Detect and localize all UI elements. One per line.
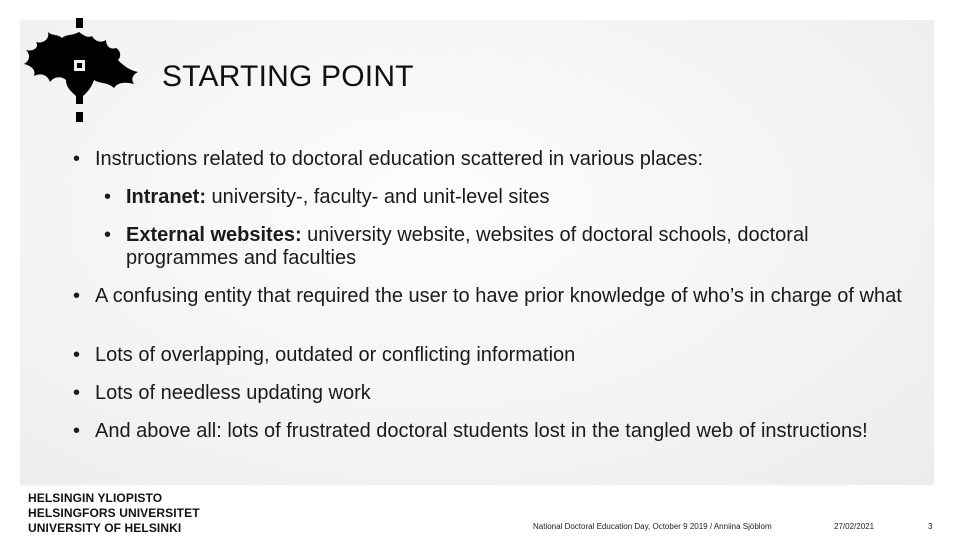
- page-number: 3: [928, 522, 933, 531]
- bullet-item: • A confusing entity that required the user to have prior knowledge of who’s in charge of what: [73, 285, 902, 307]
- bullet-item: • Instructions related to doctoral education scattered in various places:: [73, 148, 704, 170]
- bullet-marker: •: [104, 186, 112, 208]
- wordmark-line-english: UNIVERSITY OF HELSINKI: [28, 521, 182, 535]
- slide-title: STARTING POINT: [162, 60, 414, 93]
- bullet-item-intranet: • Intranet: university-, faculty- and unit-level sites: [104, 186, 550, 208]
- bullet-marker: •: [104, 224, 112, 246]
- bullet-item: • Lots of needless updating work: [73, 382, 371, 404]
- bullet-item: • And above all: lots of frustrated doctoral students lost in the tangled web of instructions!: [73, 420, 868, 442]
- university-logo-icon: [22, 18, 140, 122]
- university-wordmark: [28, 491, 200, 536]
- bullet-item-external-websites: • External websites: university website, websites of doctoral schools, doctoral programmes and faculties: [104, 224, 809, 269]
- footer-event-text: National Doctoral Education Day, October 9 2019 / Anniina Sjöblom: [533, 522, 772, 531]
- bullet-marker: •: [73, 382, 81, 404]
- bullet-marker: •: [73, 285, 81, 307]
- bullet-item: • Lots of overlapping, outdated or conflicting information: [73, 344, 576, 366]
- footer-date: 27/02/2021: [834, 522, 875, 531]
- bullet-marker: •: [73, 420, 81, 442]
- bullet-marker: •: [73, 344, 81, 366]
- wordmark-line-finnish: HELSINGIN YLIOPISTO: [28, 491, 163, 505]
- bullet-marker: •: [73, 148, 81, 170]
- wordmark-line-swedish: HELSINGFORS UNIVERSITET: [28, 506, 200, 520]
